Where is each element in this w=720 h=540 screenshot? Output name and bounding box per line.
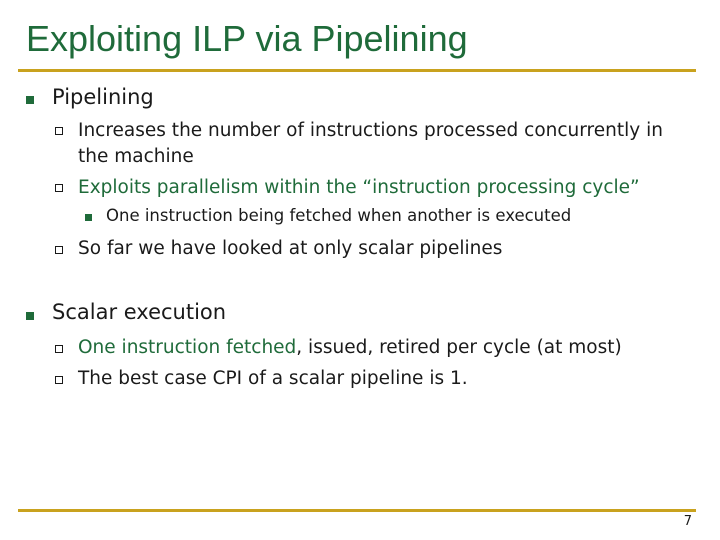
page-number: 7 (683, 514, 692, 529)
square-bullet-icon (85, 214, 92, 221)
bullet-scalar-pipelines: So far we have looked at only scalar pipelines (78, 238, 503, 259)
footer-divider (18, 509, 696, 512)
box-bullet-icon (55, 127, 63, 135)
slide-title: Exploiting ILP via Pipelining (26, 18, 468, 59)
bullet-pipelining: Pipelining (52, 85, 154, 109)
highlighted-text: One instruction fetched (78, 337, 297, 358)
box-bullet-icon (55, 246, 63, 254)
square-bullet-icon (26, 96, 34, 104)
bullet-text-rest: , issued, retired per cycle (at most) (296, 337, 622, 358)
bullet-line-2: the machine (78, 146, 194, 167)
bullet-line-1: Increases the number of instructions processed concurrently in (78, 120, 663, 141)
square-bullet-icon (26, 312, 34, 320)
box-bullet-icon (55, 184, 63, 192)
box-bullet-icon (55, 376, 63, 384)
bullet-one-instruction-fetched: One instruction being fetched when another is executed (106, 206, 572, 225)
bullet-scalar-execution: Scalar execution (52, 300, 227, 324)
bullet-increases-instructions (78, 118, 698, 170)
bullet-one-instruction-per-cycle (78, 335, 622, 361)
title-divider (18, 69, 696, 72)
box-bullet-icon (55, 345, 63, 353)
bullet-best-case-cpi: The best case CPI of a scalar pipeline is 1. (78, 368, 468, 389)
bullet-exploits-parallelism: Exploits parallelism within the “instruction processing cycle” (78, 177, 640, 198)
